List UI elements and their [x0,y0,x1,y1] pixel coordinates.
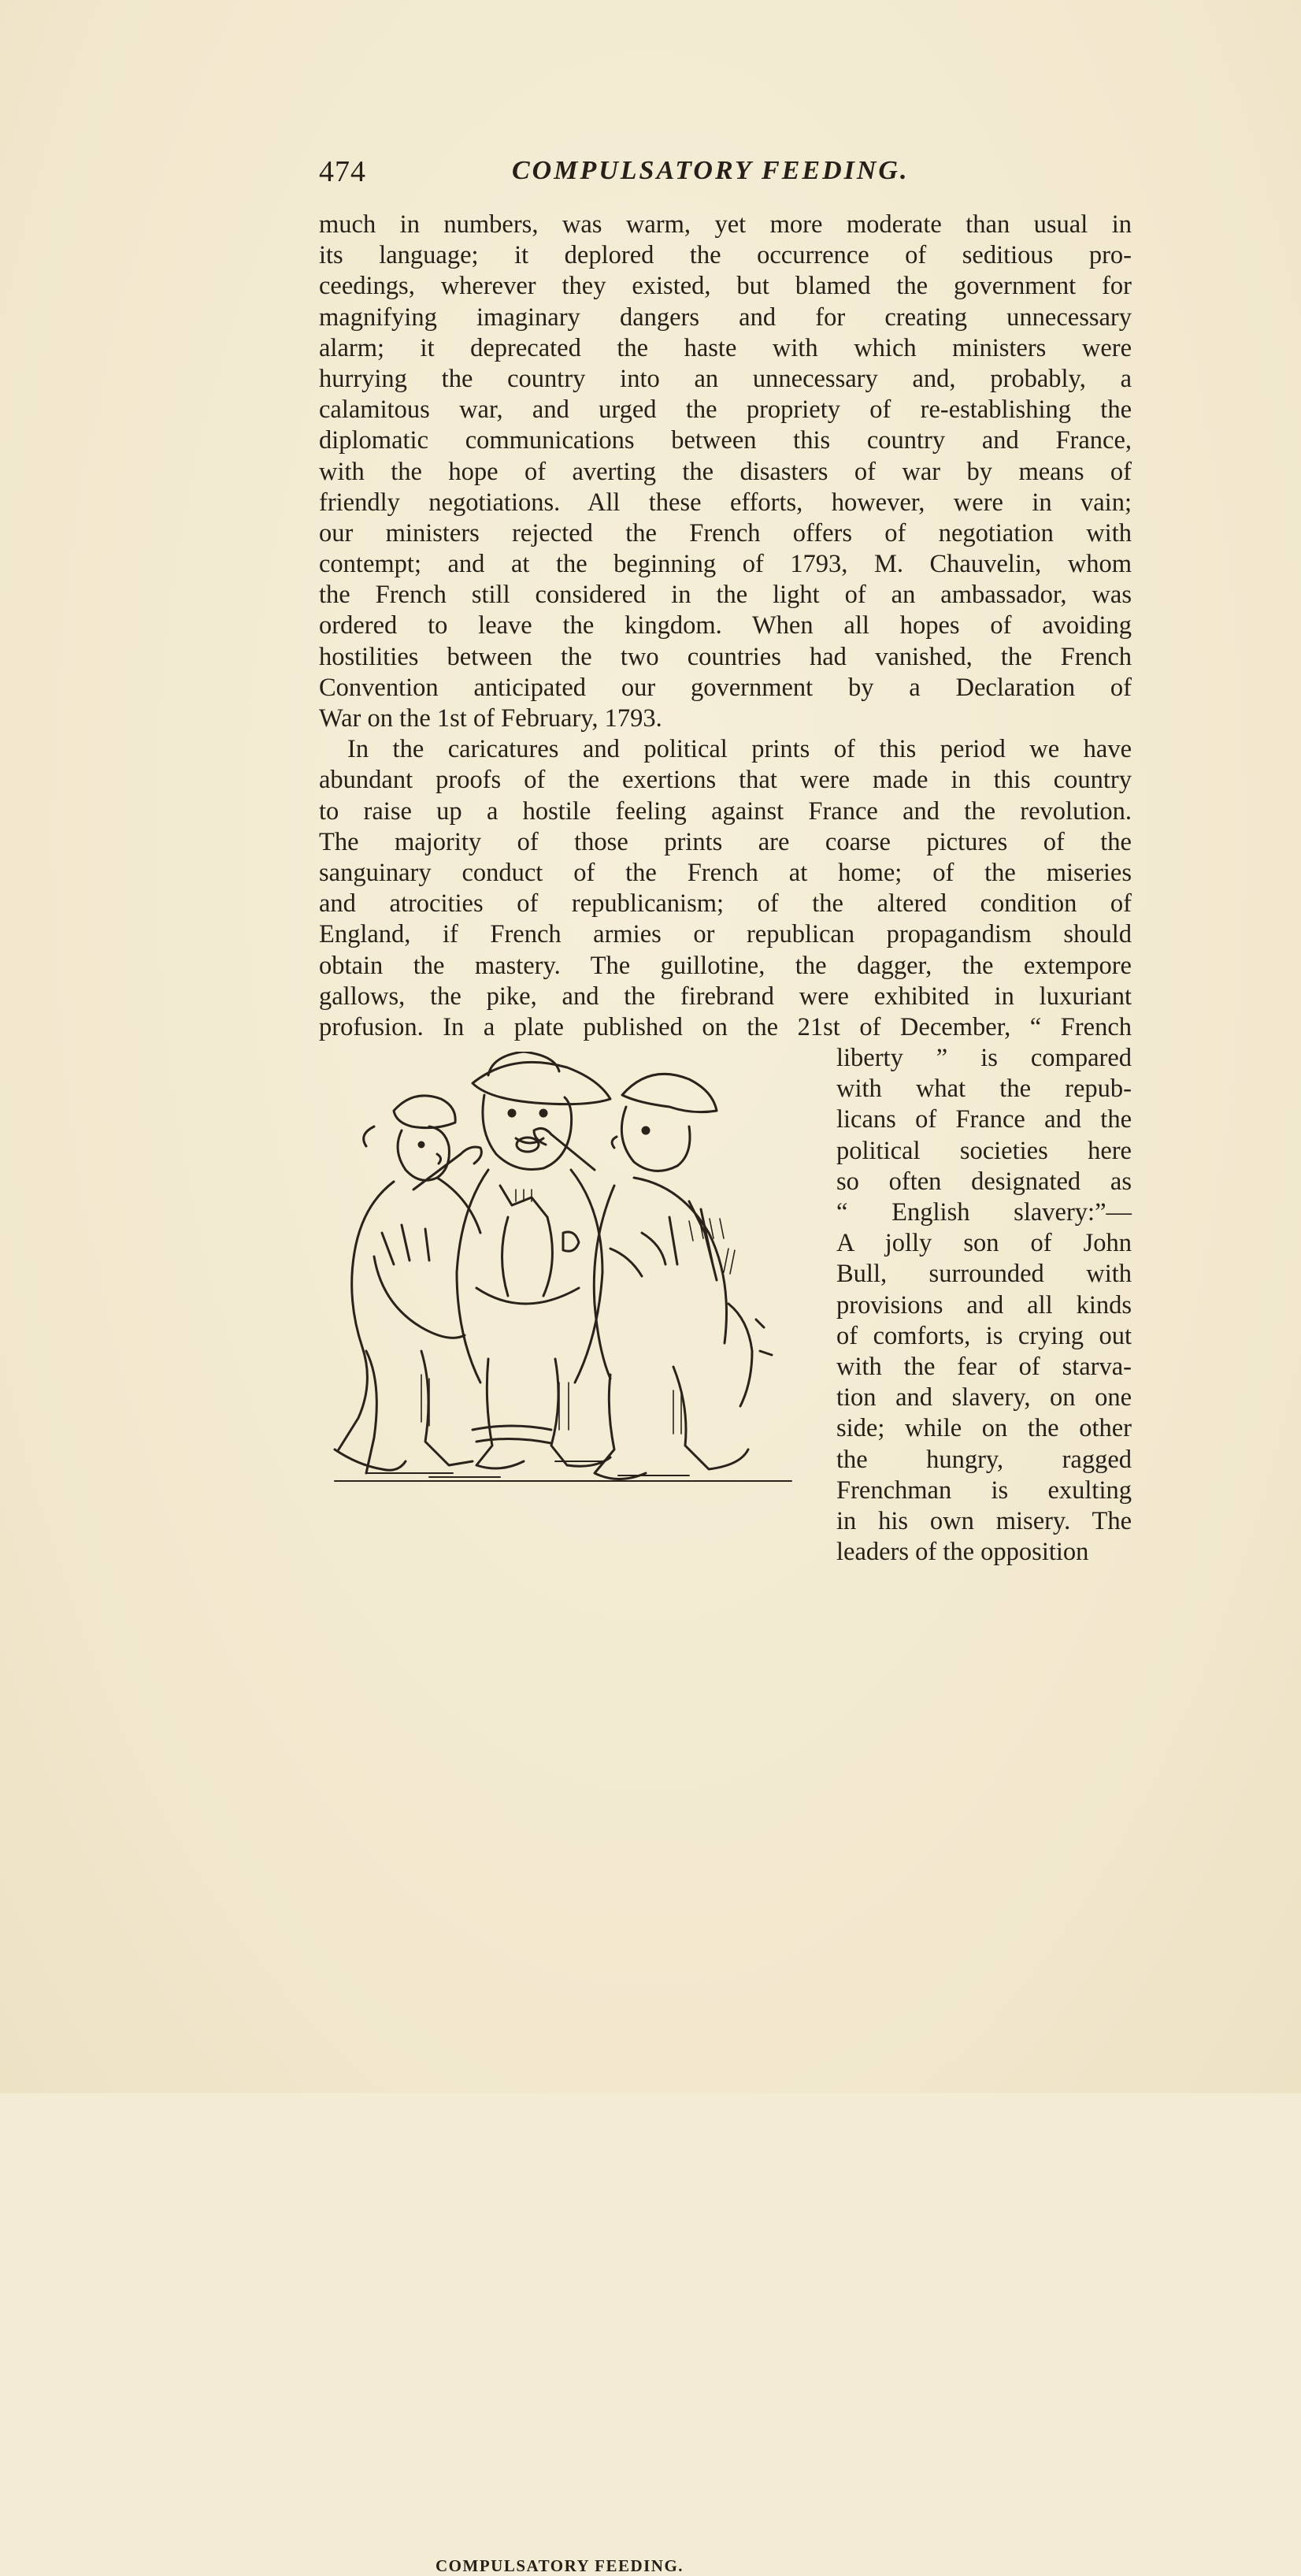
text-line: its language; it deplored the occurrence of seditious pro- [319,241,1132,270]
text-line: friendly negotiations. All these efforts, however, were in vain; [319,488,1132,517]
side-text-line: Frenchman is exulting [836,1475,1132,1505]
side-text-line: tion and slavery, on one [836,1383,1132,1412]
text-line: profusion. In a plate published on the 21st of December, “ French [319,1012,1132,1041]
side-text-line: side; while on the other [836,1414,1132,1443]
text-line: our ministers rejected the French offers of negotiation with [319,518,1132,547]
text-line: the French still considered in the light of an ambassador, was [319,581,1132,610]
center-figure [457,1052,610,1468]
text-line: The majority of those prints are coarse pictures of the [319,827,1132,856]
illustration-figure [319,1052,799,2575]
side-text-line: “ English slavery:”— [836,1198,1132,1227]
side-text-line: with the fear of starva- [836,1352,1132,1381]
text-line: In the caricatures and political prints of this period we have [347,735,1132,764]
text-line: ordered to leave the kingdom. When all hopes of avoiding [319,611,1132,640]
figure-caption: COMPULSATORY FEEDING. [436,2556,684,2575]
text-line: hurrying the country into an unnecessary and, probably, a [319,364,1132,393]
text-line: Convention anticipated our government by a Declaration of [319,673,1132,702]
page-number: 474 [319,155,366,188]
side-text-line: leaders of the opposition [836,1538,1089,1567]
side-text-line: political societies here [836,1136,1132,1165]
side-text-line: the hungry, ragged [836,1445,1132,1474]
text-line: calamitous war, and urged the propriety of re-establishing the [319,395,1132,425]
side-text-line: in his own misery. The [836,1506,1132,1535]
side-text-line: Bull, surrounded with [836,1260,1132,1289]
side-text-line: licans of France and the [836,1105,1132,1134]
side-text-line: so often designated as [836,1167,1132,1196]
side-text-line: with what the repub- [836,1075,1132,1104]
text-line: magnifying imaginary dangers and for creating unnecessary [319,303,1132,332]
side-text-line: A jolly son of John [836,1229,1132,1258]
text-line: diplomatic communications between this country and France, [319,426,1132,455]
running-title: COMPULSATORY FEEDING. [512,156,910,185]
text-line: obtain the mastery. The guillotine, the dagger, the extempore [319,951,1132,980]
text-line: alarm; it deprecated the haste with which ministers were [319,333,1132,362]
text-line: much in numbers, was warm, yet more moderate than usual in [319,210,1132,239]
side-text-line: liberty ” is compared [836,1044,1132,1073]
side-text-line: of comforts, is crying out [836,1321,1132,1350]
text-line: hostilities between the two countries had vanished, the French [319,642,1132,671]
side-text-line: provisions and all kinds [836,1290,1132,1320]
text-line: abundant proofs of the exertions that were made in this country [319,766,1132,795]
text-line: and atrocities of republicanism; of the altered condition of [319,889,1132,919]
text-line: gallows, the pike, and the firebrand were exhibited in luxuriant [319,982,1132,1011]
text-line: with the hope of averting the disasters of war by means of [319,457,1132,486]
text-line: England, if French armies or republican propagandism should [319,920,1132,949]
text-line: contempt; and at the beginning of 1793, M. Chauvelin, whom [319,550,1132,579]
shading-strokes [421,1190,735,1434]
woodcut-illustration [319,1052,799,1497]
left-figure [335,1096,481,1473]
text-line: ceedings, wherever they existed, but blamed the government for [319,272,1132,301]
text-line: to raise up a hostile feeling against France and the revolution. [319,796,1132,826]
text-line: War on the 1st of February, 1793. [319,704,662,733]
text-line: sanguinary conduct of the French at home; of the miseries [319,858,1132,887]
page-header [319,154,969,194]
